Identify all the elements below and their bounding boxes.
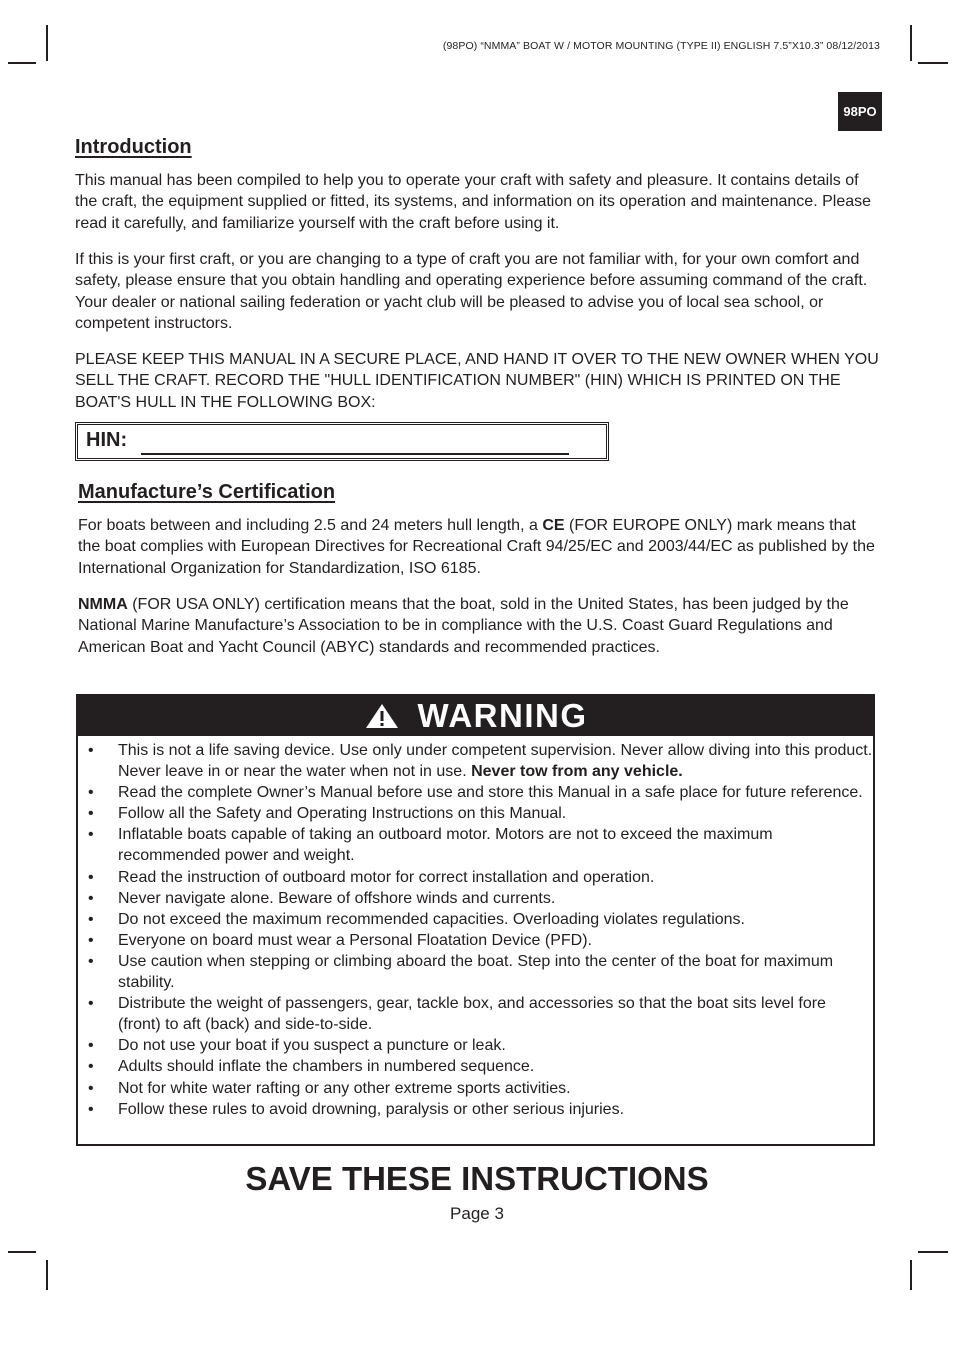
- warning-item: [78, 867, 873, 888]
- bullet: •: [88, 868, 94, 886]
- bullet: •: [88, 889, 94, 907]
- warning-item-text: This is not a life saving device. Use only under competent supervision. Never allow diving into this product. Never leave in or near the water when not in use.: [118, 742, 873, 781]
- warning-item: [78, 1035, 873, 1056]
- bullet: •: [88, 952, 94, 970]
- bullet: •: [88, 1037, 94, 1055]
- nmma-text: (FOR USA ONLY) certification means that the boat, sold in the United States, has been judged by the National Marine Manufacture’s Association to be in compliance with the U.S. Coast Guard Regulations and American Boat and Yacht Council (ABYC) standards and recommended practices.: [78, 596, 849, 656]
- ce-text-post: (FOR EUROPE ONLY) mark means that the boat complies with European Directives for Recreational Craft 94/25/EC and 2003/44/EC as published by the International Organization for Standardization, ISO 6185.: [78, 517, 875, 577]
- bullet: •: [88, 742, 94, 759]
- warning-item-text: Distribute the weight of passengers, gear, tackle box, and accessories so that the boat sits level fore (front) to aft (back) and side-to-side.: [118, 995, 826, 1034]
- hin-write-line: [141, 453, 569, 455]
- model-badge: 98PO: [838, 92, 882, 131]
- warning-item-text: Adults should inflate the chambers in numbered sequence.: [118, 1058, 535, 1076]
- warning-item-bold: Never tow from any vehicle.: [471, 763, 683, 781]
- warning-triangle-icon: [364, 702, 400, 730]
- warning-item-text: Do not exceed the maximum recommended capacities. Overloading violates regulations.: [118, 910, 745, 928]
- warning-item: [78, 993, 873, 1035]
- bullet: •: [88, 805, 94, 823]
- warning-list: [78, 740, 873, 1120]
- warning-item: [78, 888, 873, 909]
- warning-item: [78, 740, 873, 782]
- page-number: Page 3: [450, 1204, 504, 1223]
- warning-box: [76, 694, 875, 1146]
- warning-item-text: Inflatable boats capable of taking an outboard motor. Motors are not to exceed the maximum recommended power and weight.: [118, 826, 773, 865]
- intro-paragraph-2: If this is your first craft, or you are changing to a type of craft you are not familiar with, for your own comfort and safety, please ensure that you obtain handling and operating experience before assuming command of the craft. Your dealer or national sailing federation or yacht club will be pleased to advise you of local sea school, or competent instructors.: [75, 251, 868, 332]
- ce-text-pre: For boats between and including 2.5 and 24 meters hull length, a: [78, 517, 543, 534]
- warning-item-text: Follow these rules to avoid drowning, paralysis or other serious injuries.: [118, 1100, 625, 1118]
- warning-item: [78, 909, 873, 930]
- warning-item: [78, 782, 873, 803]
- bullet: •: [88, 1100, 94, 1118]
- certification-heading: Manufacture’s Certification: [78, 481, 336, 503]
- bullet: •: [88, 1079, 94, 1097]
- nmma-mark: NMMA: [78, 596, 128, 613]
- crop-mark: [46, 1260, 48, 1290]
- warning-item: [78, 930, 873, 951]
- crop-mark: [918, 1251, 948, 1253]
- crop-mark: [8, 1251, 36, 1253]
- warning-banner: [78, 696, 873, 736]
- certification-paragraph-ce: [78, 515, 878, 579]
- warning-item-text: Everyone on board must wear a Personal Floatation Device (PFD).: [118, 931, 592, 949]
- hin-box: [75, 422, 609, 461]
- bullet: •: [88, 1058, 94, 1076]
- crop-mark: [910, 25, 912, 61]
- bullet: •: [88, 784, 94, 802]
- warning-item-text: Not for white water rafting or any other extreme sports activities.: [118, 1079, 571, 1097]
- crop-mark: [46, 25, 48, 61]
- warning-item-text: Never navigate alone. Beware of offshore winds and currents.: [118, 889, 556, 907]
- warning-item-text: Use caution when stepping or climbing aboard the boat. Step into the center of the boat for maximum stability.: [118, 952, 834, 992]
- crop-mark: [8, 62, 36, 64]
- warning-item: [78, 951, 873, 993]
- warning-item: [78, 803, 873, 824]
- hin-label: HIN:: [86, 429, 128, 451]
- intro-paragraph-3: PLEASE KEEP THIS MANUAL IN A SECURE PLACE, AND HAND IT OVER TO THE NEW OWNER WHEN YOU SELL THE CRAFT. RECORD THE "HULL IDENTIFICATION NUMBER" (HIN) WHICH IS PRINTED ON THE BOAT'S HULL IN THE FOLLOWING BOX:: [75, 351, 879, 411]
- intro-paragraph-1: This manual has been compiled to help you to operate your craft with safety and pleasure. It contains details of the craft, the equipment supplied or fitted, its systems, and information on its operation and maintenance. Please read it carefully, and familiarize yourself with the craft before using it.: [75, 172, 872, 232]
- bullet: •: [88, 826, 94, 844]
- bullet: •: [88, 910, 94, 928]
- document-code-header: (98PO) “NMMA” BOAT W / MOTOR MOUNTING (TYPE II) ENGLISH 7.5”X10.3” 08/12/2013: [442, 40, 880, 52]
- warning-item-text: Follow all the Safety and Operating Instructions on this Manual.: [118, 805, 567, 823]
- warning-title: WARNING: [417, 697, 588, 734]
- introduction-section: [75, 136, 875, 159]
- warning-item: [78, 1078, 873, 1099]
- warning-item: [78, 1099, 873, 1120]
- crop-mark: [910, 1260, 912, 1290]
- certification-section: [78, 481, 878, 504]
- ce-mark: CE: [542, 517, 565, 534]
- introduction-heading: Introduction: [75, 136, 192, 158]
- warning-item: [78, 1056, 873, 1077]
- warning-item-text: Read the complete Owner’s Manual before use and store this Manual in a safe place for future reference.: [118, 784, 863, 802]
- bullet: •: [88, 995, 94, 1013]
- warning-item-text: Do not use your boat if you suspect a puncture or leak.: [118, 1037, 506, 1055]
- save-instructions-heading: SAVE THESE INSTRUCTIONS: [245, 1160, 709, 1197]
- crop-mark: [918, 62, 948, 64]
- warning-item: [78, 824, 873, 866]
- bullet: •: [88, 931, 94, 949]
- certification-paragraph-nmma: [78, 594, 878, 658]
- warning-item-text: Read the instruction of outboard motor for correct installation and operation.: [118, 868, 655, 886]
